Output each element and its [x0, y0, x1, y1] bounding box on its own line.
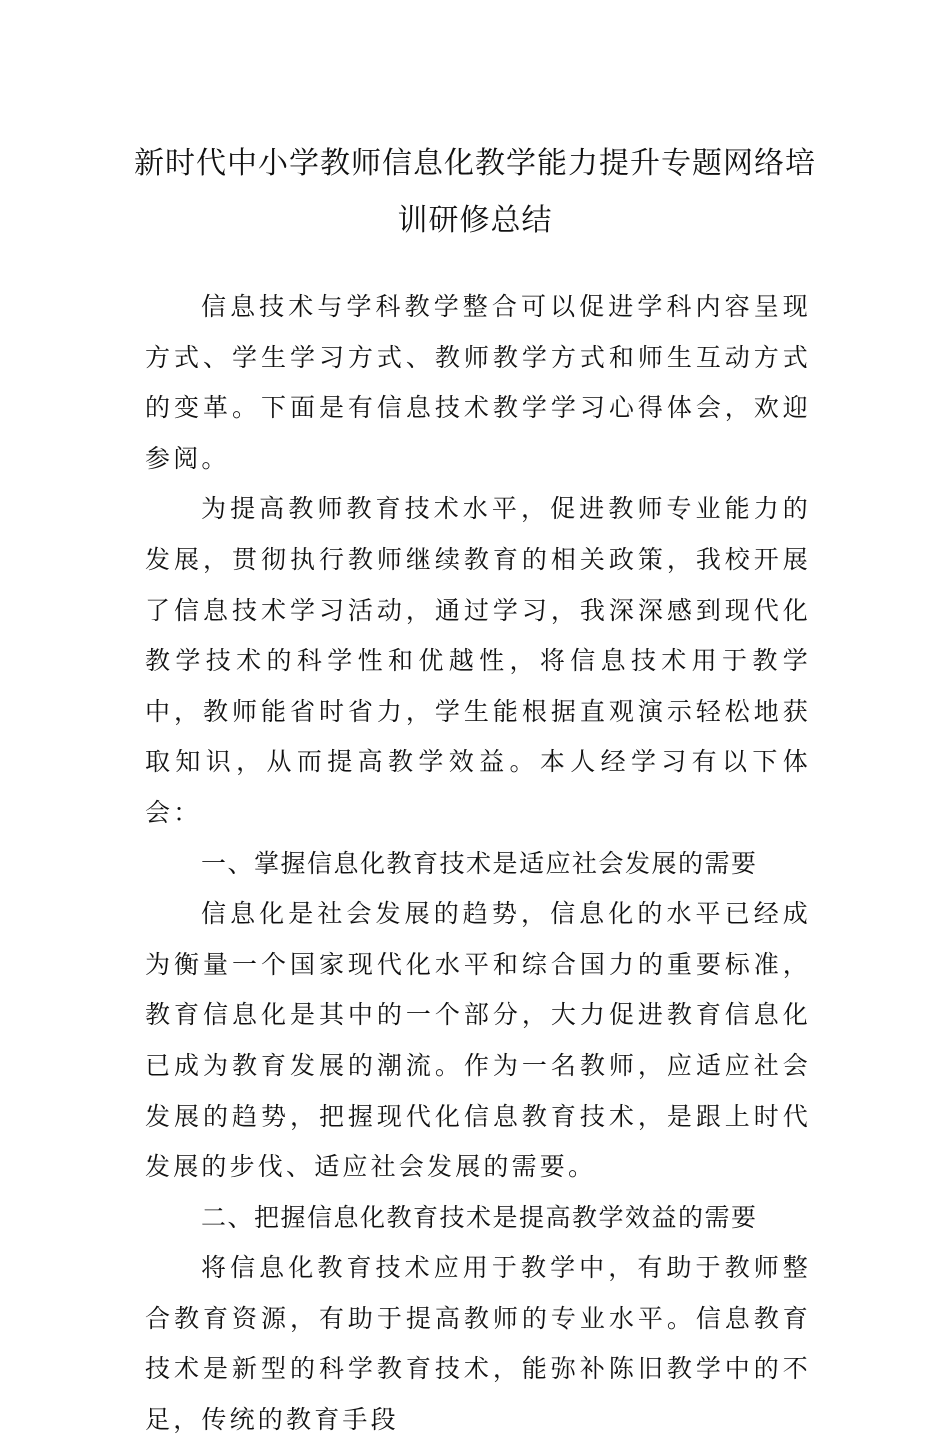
document-title-line-2: 训研修总结 — [397, 203, 553, 238]
paragraph-section-1: 信息化是社会发展的趋势，信息化的水平已经成为衡量一个国家现代化水平和综合国力的重要标准，教育信息化是其中的一个部分，大力促进教育信息化已成为教育发展的潮流。作为一名教师，应适应社会发展的趋势，把握现代化信息教育技术，是跟上时代发展的步伐、适应社会发展的需要。 — [145, 899, 811, 1182]
paragraph-section-2: 将信息化教育技术应用于教学中，有助于教师整合教育资源，有助于提高教师的专业水平。信息教育技术是新型的科学教育技术，能弥补陈旧教学中的不足，传统的教育手段 — [145, 1253, 811, 1435]
document-title-line-1: 新时代中小学教师信息化教学能力提升专题网络培 — [134, 146, 816, 181]
section-heading-1: 一、掌握信息化教育技术是适应社会发展的需要 — [201, 848, 758, 878]
paragraph-intro: 信息技术与学科教学整合可以促进学科内容呈现方式、学生学习方式、教师教学方式和师生互动方式的变革。下面是有信息技术教学学习心得体会，欢迎参阅。 — [145, 292, 811, 473]
paragraph-background: 为提高教师教育技术水平，促进教师专业能力的发展，贯彻执行教师继续教育的相关政策，我校开展了信息技术学习活动，通过学习，我深深感到现代化教学技术的科学性和优越性，将信息技术用于教学中，教师能省时省力，学生能根据直观演示轻松地获取知识，从而提高教学效益。本人经学习有以下体会： — [145, 494, 811, 827]
document-body — [145, 282, 811, 1446]
section-heading-2: 二、把握信息化教育技术是提高教学效益的需要 — [201, 1202, 758, 1232]
